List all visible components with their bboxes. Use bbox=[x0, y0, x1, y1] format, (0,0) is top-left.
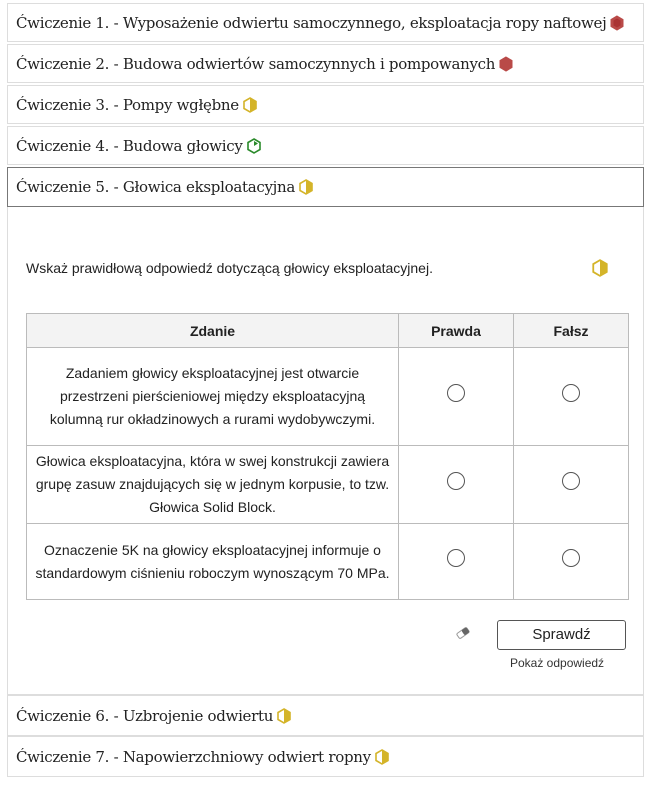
exercise-title: Ćwiczenie 7. - Napowierzchniowy odwiert ropny bbox=[16, 748, 371, 766]
exercise-5[interactable] bbox=[7, 167, 644, 207]
exercise-1[interactable] bbox=[7, 3, 644, 42]
yellow-half-hexagon-icon bbox=[243, 97, 257, 113]
yellow-half-hexagon-icon bbox=[592, 259, 608, 277]
show-answer-link[interactable]: Pokaż odpowiedź bbox=[510, 656, 605, 670]
green-clock-hexagon-icon bbox=[247, 138, 261, 154]
radio-true[interactable] bbox=[447, 384, 465, 402]
header-true: Prawda bbox=[399, 314, 514, 348]
exercise-title: Ćwiczenie 5. - Głowica eksploatacyjna bbox=[16, 178, 295, 196]
answer-table bbox=[26, 313, 629, 600]
exercise-title: Ćwiczenie 6. - Uzbrojenie odwiertu bbox=[16, 707, 274, 725]
header-statement: Zdanie bbox=[27, 314, 399, 348]
exercise-4[interactable] bbox=[7, 126, 644, 165]
red-hexagon-icon bbox=[499, 56, 513, 72]
table-row bbox=[27, 524, 629, 600]
eraser-icon[interactable] bbox=[455, 626, 471, 640]
statement: Głowica eksploatacyjna, która w swej konstrukcji zawiera grupę zasuw znajdujących się w jednym korpusie, to tzw. Głowica Solid Block. bbox=[27, 446, 399, 524]
statement: Oznaczenie 5K na głowicy eksploatacyjnej informuje o standardowym ciśnieniu roboczym wynoszącym 70 MPa. bbox=[27, 524, 399, 600]
yellow-half-hexagon-icon bbox=[299, 179, 313, 195]
red-hexagon-icon bbox=[610, 15, 624, 31]
statement: Zadaniem głowicy eksploatacyjnej jest otwarcie przestrzeni pierścieniowej między eksploatacyjną kolumną rur okładzinowych a rurami wydobywczymi. bbox=[27, 348, 399, 446]
yellow-half-hexagon-icon bbox=[277, 708, 291, 724]
radio-false[interactable] bbox=[562, 549, 580, 567]
radio-true[interactable] bbox=[447, 549, 465, 567]
radio-false[interactable] bbox=[562, 472, 580, 490]
radio-false[interactable] bbox=[562, 384, 580, 402]
exercise-title: Ćwiczenie 4. - Budowa głowicy bbox=[16, 137, 243, 155]
exercise-2[interactable] bbox=[7, 44, 644, 83]
yellow-half-hexagon-icon bbox=[375, 749, 389, 765]
exercise-title: Ćwiczenie 2. - Budowa odwiertów samoczynnych i pompowanych bbox=[16, 55, 496, 73]
header-false: Fałsz bbox=[514, 314, 629, 348]
check-button[interactable]: Sprawdź bbox=[497, 620, 626, 650]
table-row bbox=[27, 348, 629, 446]
exercise-7[interactable] bbox=[7, 736, 644, 777]
question-text: Wskaż prawidłową odpowiedź dotyczącą głowicy eksploatacyjnej. bbox=[26, 260, 433, 276]
exercise-title: Ćwiczenie 3. - Pompy wgłębne bbox=[16, 96, 239, 114]
exercise-title: Ćwiczenie 1. - Wyposażenie odwiertu samoczynnego, eksploatacja ropy naftowej bbox=[16, 14, 607, 32]
radio-true[interactable] bbox=[447, 472, 465, 490]
exercise-6[interactable] bbox=[7, 695, 644, 736]
exercise-3[interactable] bbox=[7, 85, 644, 124]
table-row bbox=[27, 446, 629, 524]
